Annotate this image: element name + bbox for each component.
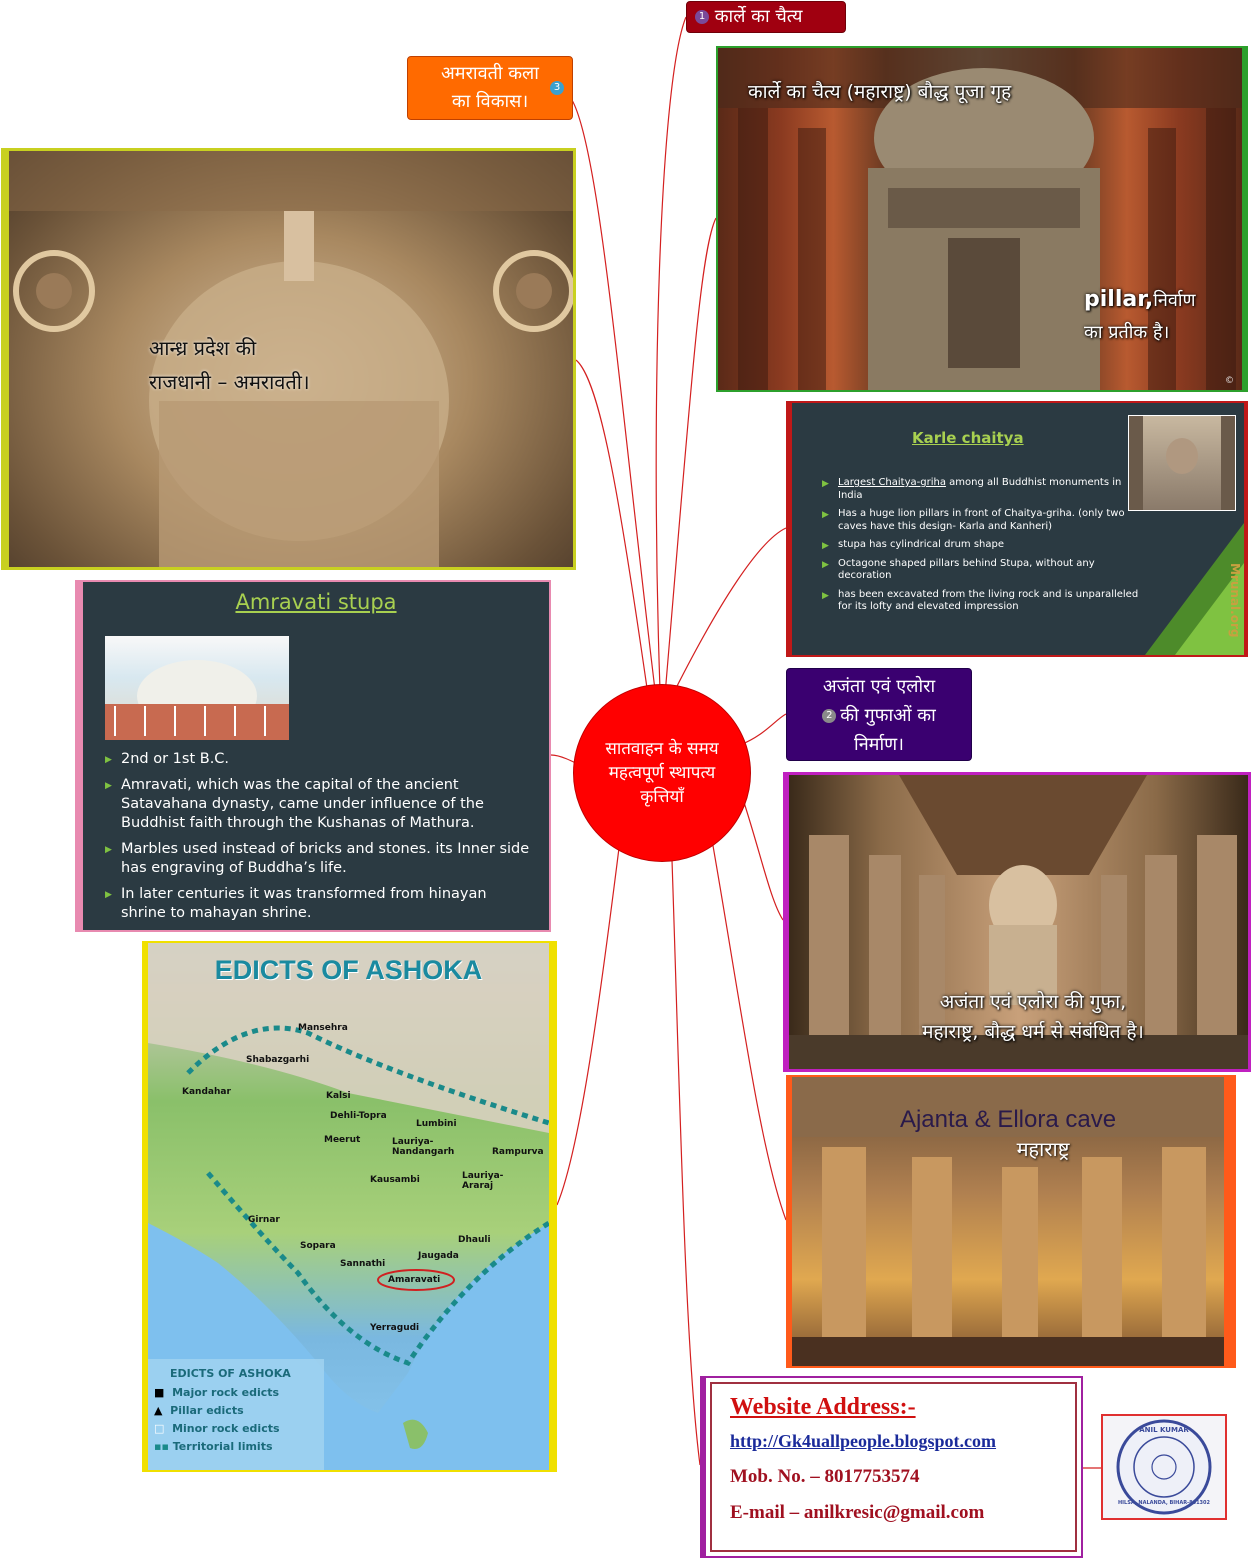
bullet-item: ▶ 2nd or 1st B.C.: [105, 750, 535, 769]
place-label: Girnar: [248, 1215, 280, 1225]
karle-chaitya-slide: [786, 401, 1248, 657]
place-label: Kalsi: [326, 1091, 351, 1101]
pillar-word: pillar,: [1084, 287, 1154, 312]
bullet-item: ▶ Marbles used instead of bricks and stones. its Inner side has engraving of Buddha’s life.: [105, 840, 535, 878]
slide-thumbnail: [1128, 415, 1236, 511]
place-label: Yerragudi: [370, 1323, 420, 1333]
contact-email: E-mail – anilkresic@gmail.com: [730, 1502, 985, 1523]
map-title: EDICTS OF ASHOKA: [214, 955, 483, 985]
ajanta-caption-line-1: अजंता एवं एलोरा की गुफा,: [939, 991, 1127, 1013]
slide-title: Karle chaitya: [912, 429, 1024, 447]
place-label: Amaravati: [388, 1275, 441, 1285]
bullet-text: Octagone shaped pillars behind Stupa, without any decoration: [838, 557, 1095, 581]
topic-label: कार्ले का चैत्य: [714, 6, 803, 27]
legend-item: ■ Major rock edicts: [154, 1386, 280, 1399]
bullet-item: [822, 558, 1142, 583]
contact-inner: [710, 1382, 1077, 1552]
topic-line-1: अजंता एवं एलोरा: [822, 676, 936, 697]
bullet-item: [822, 508, 1142, 533]
center-line-3: कृत्तियाँ: [640, 787, 684, 807]
place-label: Rampurva: [492, 1147, 544, 1157]
topic-line-2: का विकास।: [451, 91, 529, 112]
bullet-text: stupa has cylindrical drum shape: [838, 539, 1005, 550]
pillar-caption: [1084, 284, 1196, 349]
dashed-line-icon: ▪▪: [154, 1440, 169, 1453]
topic-amaravati-art[interactable]: [407, 56, 573, 120]
place-label: Shabazgarhi: [246, 1055, 310, 1065]
ajanta-caption: [853, 987, 1213, 1047]
map-legend: [148, 1359, 324, 1470]
ajanta-cave-photo: [783, 772, 1251, 1072]
amaravati-stupa-slide: [75, 580, 551, 932]
stamp-place: HILSA, NALANDA, BIHAR-801302: [1117, 1500, 1210, 1506]
bullet-underlined: Largest Chaitya-griha: [838, 477, 946, 488]
ellora-cave-photo: [786, 1075, 1236, 1368]
legend-item: ▲ Pillar edicts: [154, 1404, 244, 1417]
place-label: Lumbini: [416, 1119, 457, 1129]
center-line-2: महत्वपूर्ण स्थापत्य: [608, 763, 716, 783]
bullet-text: has been excavated from the living rock and is unparalleled for its lofty and elevated impression: [838, 588, 1139, 612]
slide-bullets: [822, 477, 1142, 614]
contact-card: [700, 1376, 1083, 1558]
topic-line-2-text: की गुफाओं का: [840, 705, 936, 726]
ellora-caption-line-1: Ajanta & Ellora cave: [899, 1106, 1117, 1133]
stamp-name: ANIL KUMAR: [1139, 1426, 1189, 1434]
bullet-text: Has a huge lion pillars in front of Chaitya-griha. (only two caves have this design- Karla and Kanheri): [838, 508, 1125, 532]
stupa-thumbnail: [105, 636, 289, 740]
place-label: Kausambi: [370, 1175, 420, 1185]
bullet-item: [822, 477, 1142, 502]
amaravati-sculpture-photo: [1, 148, 576, 570]
pillar-line-2: का प्रतीक है।: [1084, 322, 1170, 343]
sculpture-caption-line-2: राजधानी – अमरावती।: [149, 370, 310, 394]
topic-ajanta-ellora[interactable]: [786, 668, 972, 761]
contact-heading: Website Address:-: [730, 1394, 916, 1420]
slide-title: Amravati stupa: [235, 590, 397, 614]
place-label: Jaugada: [418, 1251, 459, 1261]
karle-photo-caption: कार्ले का चैत्य (महाराष्ट्र) बौद्ध पूजा गृह: [748, 81, 1012, 103]
sculpture-caption: [149, 331, 310, 399]
topic-karle-chaitya[interactable]: [686, 1, 846, 33]
stupa-art: [105, 636, 289, 740]
square-outline-icon: □: [154, 1422, 165, 1435]
copyright-mark: ©: [1225, 376, 1234, 386]
center-line-1: सातवाहन के समय: [605, 739, 719, 759]
slide-bullets: [105, 750, 535, 923]
bullet-item: ▶ Amravati, which was the capital of the ancient Satavahana dynasty, came under influence of the Buddhist faith through the Kushanas of Mathura.: [105, 776, 535, 833]
contact-url[interactable]: http://Gk4uallpeople.blogspot.com: [730, 1431, 997, 1451]
slide-watermark: Mrunal.org: [1228, 563, 1242, 638]
legend-item: ▪▪ Territorial limits: [154, 1440, 273, 1453]
place-label: Lauriya-Araraj: [462, 1171, 504, 1191]
place-label: Dehli-Topra: [330, 1111, 387, 1121]
contact-mobile: Mob. No. – 8017753574: [730, 1466, 920, 1487]
thumbnail-art: [1129, 416, 1235, 510]
sculpture-caption-line-1: आन्ध्र प्रदेश की: [149, 336, 257, 360]
center-topic[interactable]: [573, 684, 751, 862]
ellora-caption-line-2: महाराष्ट्र: [1016, 1139, 1070, 1161]
stamp-image: [1101, 1414, 1227, 1520]
triangle-icon: ▲: [154, 1404, 163, 1417]
place-label: Sannathi: [340, 1259, 386, 1269]
bullet-item: ▶ In later centuries it was transformed from hinayan shrine to mahayan shrine.: [105, 885, 535, 923]
bullet-item: [822, 589, 1142, 614]
pillar-line-1: निर्वाण: [1153, 290, 1196, 311]
place-label: Sopara: [300, 1241, 336, 1251]
place-label: Kandahar: [182, 1087, 231, 1097]
karle-chaitya-photo: [716, 46, 1248, 392]
legend-title: EDICTS OF ASHOKA: [170, 1367, 291, 1380]
place-label: Dhauli: [458, 1235, 491, 1245]
square-filled-icon: ■: [154, 1386, 165, 1399]
ajanta-caption-line-2: महाराष्ट्र, बौद्ध धर्म से संबंधित है।: [922, 1021, 1144, 1043]
topic-number-badge: 2: [822, 709, 836, 723]
edicts-of-ashoka-map: [142, 941, 557, 1472]
bullet-item: [822, 539, 1142, 552]
place-label: Lauriya-Nandangarh: [392, 1137, 455, 1157]
topic-number-badge: 1: [695, 10, 709, 24]
place-label: Mansehra: [298, 1023, 348, 1033]
topic-line-1: अमरावती कला: [441, 63, 539, 84]
ellora-caption: [792, 1105, 1224, 1165]
topic-line-3: निर्माण।: [854, 734, 904, 755]
topic-line-2: [787, 701, 971, 730]
place-label: Meerut: [324, 1135, 361, 1145]
legend-item: □ Minor rock edicts: [154, 1422, 280, 1435]
topic-number-badge: 3: [550, 81, 564, 95]
bullet-text: among all Buddhist monuments in India: [838, 477, 1122, 501]
